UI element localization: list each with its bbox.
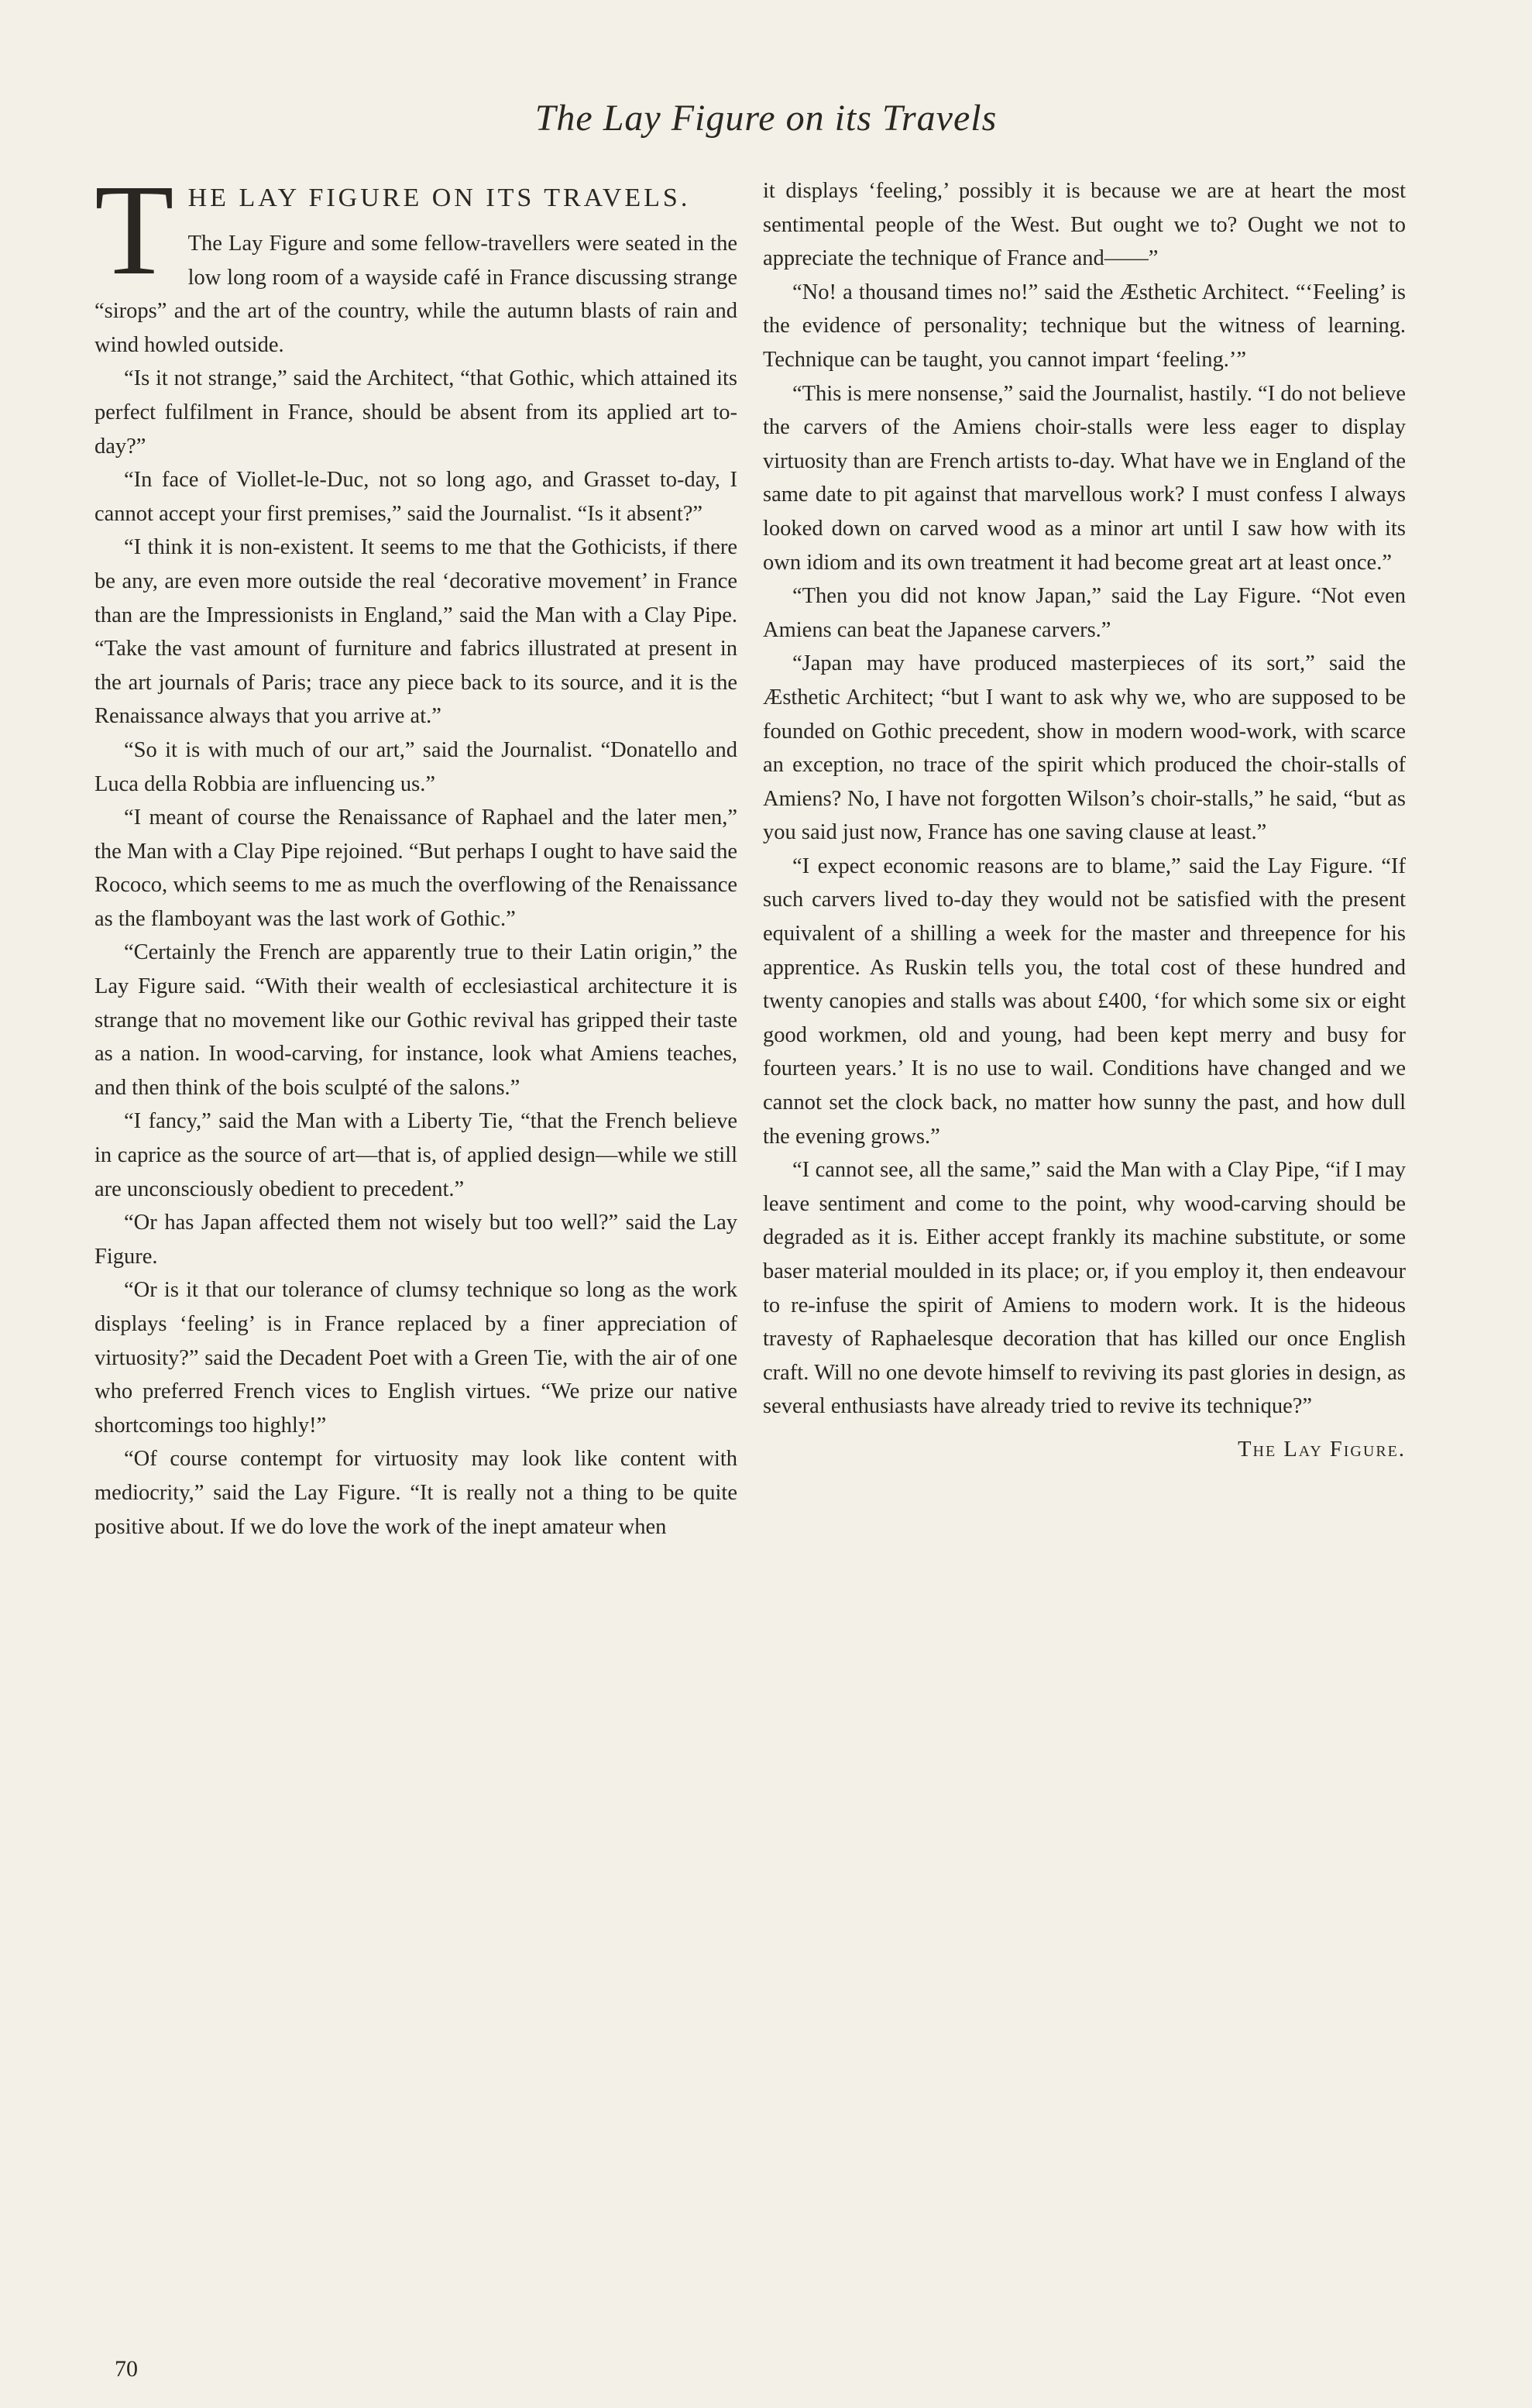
paragraph: “I think it is non-existent. It seems to me that the Gothicists, if there be any, are even more outside the real ‘decorative movement’ in France than are the Impressionists in England,” said the Man with a Clay Pipe. “Take the vast amount of furniture and fabrics illustrated at present in the art journals of Paris; trace any piece back to its source, and it is the Renaissance always that you arrive at.” [94,535,737,729]
paragraph: “Of course contempt for virtuosity may look like content with mediocrity,” said the Lay Figure. “It is really not a thing to be quite positive about. If we do love the work of the inept amateur when [94,1447,737,1539]
right-column [763,174,1406,1467]
page-number: 70 [115,2356,138,2382]
left-column [94,158,737,1544]
paragraph: “In face of Viollet-le-Duc, not so long ago, and Grasset to-day, I cannot accept your first premises,” said the Journalist. “Is it absent?” [94,468,737,526]
paragraph: “I cannot see, all the same,” said the Man with a Clay Pipe, “if I may leave sentiment and come to the point, why wood-carving should be degraded as it is. Either accept frankly its machine substitute, or some baser material moulded in its place; or, if you employ it, then endeavour to re-infuse the spirit of Amiens to modern work. It is the hideous travesty of Raphaelesque decoration that has killed our once English craft. Will no one devote himself to reviving its past glories in design, as several enthusiasts have already tried to revive its technique?” [763,1158,1406,1419]
paragraph: “Or is it that our tolerance of clumsy technique so long as the work displays ‘feeling’ is in France replaced by a finer appreciation of virtuosity?” said the Decadent Poet with a Green Tie, with the air of one who preferred French vices to English virtues. “We prize our native shortcomings too highly!” [94,1278,737,1438]
paragraph: “Japan may have produced masterpieces of its sort,” said the Æsthetic Architect; “but I want to ask why we, who are supposed to be founded on Gothic precedent, show in modern wood-work, with scarce an exception, no trace of the spirit which produced the choir-stalls of Amiens? No, I have not forgotten Wilson’s choir-stalls,” he said, “but as you said just now, France has one saving clause at least.” [763,651,1406,845]
left-paragraphs [94,227,737,1544]
paragraph: “So it is with much of our art,” said the Journalist. “Donatello and Luca della Robbia are influencing us.” [94,737,737,796]
paragraph: “I expect economic reasons are to blame,” said the Lay Figure. “If such carvers lived to-day they would not be satisfied with the present equivalent of a shilling a week for the master and threepence for his apprentice. As Ruskin tells you, the total cost of these hundred and twenty canopies and stalls was about £400, ‘for which some six or eight good workmen, old and young, had been kept merry and busy for fourteen years.’ It is no use to wail. Conditions have changed and we cannot set the clock back, no matter how sunny the past, and how dull the evening grows.” [763,854,1406,1149]
running-head: The Lay Figure on its Travels [534,98,998,139]
paragraph: “Certainly the French are apparently true to their Latin origin,” the Lay Figure said. “With their wealth of ecclesiastical architecture it is strange that no movement like our Gothic revival has gripped their taste as a nation. In wood-carving, for instance, look what Amiens teaches, and then think of the bois sculpté of the salons.” [94,940,737,1100]
paragraph: “Or has Japan affected them not wisely but too well?” said the Lay Figure. [94,1211,737,1269]
paragraph: “I meant of course the Renaissance of Raphael and the later men,” the Man with a Clay Pipe rejoined. “But perhaps I ought to have said the Rococo, which seems to me as much the overflowing of the Renaissance as the flamboyant was the last work of Gothic.” [94,806,737,931]
right-continuation: it displays ‘feeling,’ possibly it is because we are at heart the most sentimental people of the West. But ought we to? Ought we not to appreciate the technique of France and——” [763,179,1406,271]
paragraph: “I fancy,” said the Man with a Liberty Tie, “that the French believe in caprice as the source of art—that is, of applied design—while we still are unconsciously obedient to precedent.” [94,1109,737,1201]
paragraph: “Is it not strange,” said the Architect, “that Gothic, which attained its perfect fulfilment in France, should be absent from its applied art to-day?” [94,366,737,459]
paragraph: The Lay Figure and some fellow-travellers were seated in the low long room of a wayside café in France discussing strange “sirops” and the art of the country, while the autumn blasts of rain and wind howled outside. [94,232,737,357]
paragraph: “This is mere nonsense,” said the Journalist, hastily. “I do not believe the carvers of the Amiens choir-stalls were less eager to display virtuosity than are French artists to-day. What have we in England of the same date to pit against that marvellous work? I must confess I always looked down on carved wood as a minor art until I saw how with its own idiom and its own treatment it had become great art at least once.” [763,381,1406,575]
article-headline: HE LAY FIGURE ON ITS TRAVELS. [187,184,691,212]
right-paragraphs [763,276,1406,1424]
paragraph: “Then you did not know Japan,” said the Lay Figure. “Not even Amiens can beat the Japanese carvers.” [763,584,1406,642]
drop-cap: T [94,158,174,302]
signature: The Lay Figure. [1238,1437,1406,1462]
paragraph: “No! a thousand times no!” said the Æsthetic Architect. “‘Feeling’ is the evidence of personality; technique but the witness of learning. Technique can be taught, you cannot impart ‘feeling.’” [763,280,1406,372]
